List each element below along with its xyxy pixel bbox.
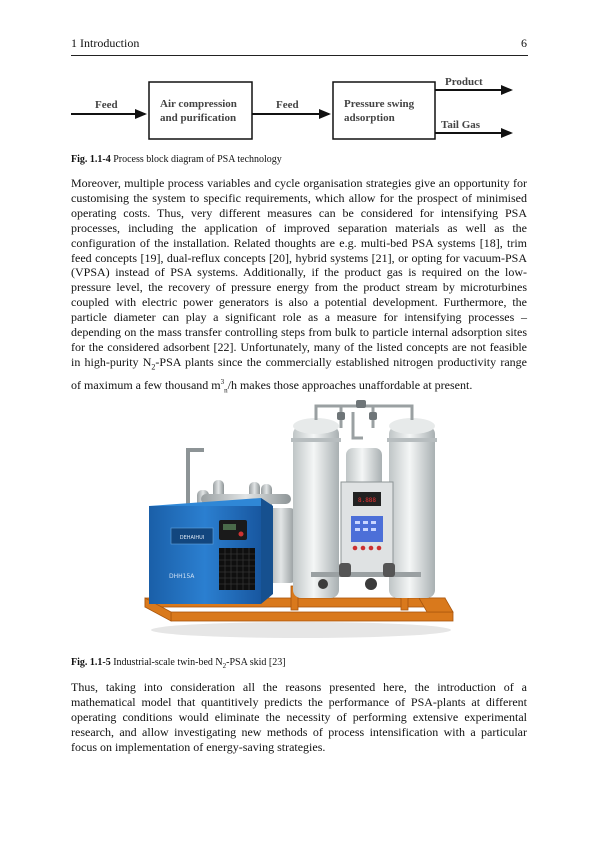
subscript: n bbox=[224, 386, 228, 395]
compressor-model: DHH15A bbox=[169, 573, 195, 580]
paragraph-text: /h makes those approaches unaffordable at present. bbox=[227, 378, 473, 393]
subscript: 2 bbox=[151, 362, 156, 372]
figure-label: Fig. 1.1-5 bbox=[71, 657, 111, 668]
feed-mid-label: Feed bbox=[276, 99, 299, 111]
body-paragraph-1 bbox=[71, 176, 527, 398]
page-header bbox=[71, 36, 527, 56]
air-compressor bbox=[149, 498, 273, 604]
product-label: Product bbox=[445, 76, 483, 88]
figure-caption-1-1-4 bbox=[71, 154, 282, 165]
panel-display: 8.888 bbox=[357, 497, 377, 504]
figure-label: Fig. 1.1-4 bbox=[71, 154, 111, 165]
chapter-title: 1 Introduction bbox=[71, 36, 140, 50]
paragraph-text: Moreover, multiple process variables and cycle organisation strategies give an opportunity for customising the system to specific requirements, which allow for the prospect of minimised operating costs. Thus, very different measures can be considered for intensifying PSA processes, including the application of improved separation materials as well as the configuration of the installation. Related thoughts are e.g. multi-bed PSA systems [18], trim feed concepts [19], dual-reflux concepts [20], hybrid systems [21], or opting for vacuum-PSA (VPSA) instead of PSA systems. Additionally, if the product gas is required on the low-pressure level, the recovery of pressure energy from the product stream by microturbines coupled with electric power generators is also a potential development. Furthermore, the particle diameter can play a significant role as a measure for intensifying processes – depending on the mass transfer controlling steps from bulk to particle internal adsorption sites for the considered adsorbent [22]. Unfortunately, many of the listed concepts are not feasible in high-purity N bbox=[71, 176, 527, 369]
adsorber-vessel-left bbox=[291, 418, 341, 598]
page-number: 6 bbox=[521, 36, 527, 50]
process-block-diagram bbox=[71, 70, 531, 150]
figure-caption-1-1-5 bbox=[71, 657, 286, 670]
air-compression-block bbox=[149, 82, 252, 139]
superscript: 3 bbox=[220, 378, 225, 387]
air-compression-label-2: and purification bbox=[160, 112, 237, 124]
header-rule bbox=[71, 55, 528, 56]
figure-caption-text: -PSA skid [23] bbox=[226, 657, 286, 668]
body-paragraph-2: Thus, taking into consideration all the reasons presented here, the introduction of a mathematical model that quantitively predicts the performance of PSA-plants at different operating conditions would eliminate the necessity of performing extensive experimental research, and allow investigating new methods of process intensification with a particular focus on implementation of energy-saving strategies. bbox=[71, 680, 527, 754]
figure-caption-text: Process block diagram of PSA technology bbox=[110, 154, 282, 165]
feed-in-label: Feed bbox=[95, 99, 118, 111]
figure-caption-text: Industrial-scale twin-bed N bbox=[110, 657, 223, 668]
psa-label-1: Pressure swing bbox=[344, 98, 415, 110]
paragraph-text: -PSA plants since the commercially established nitrogen productivity range of maximum a few thousand m bbox=[71, 354, 528, 393]
psa-skid-photo bbox=[141, 398, 457, 646]
control-panel bbox=[341, 482, 393, 574]
subscript: 2 bbox=[222, 662, 227, 670]
air-compression-label-1: Air compression bbox=[160, 98, 237, 110]
tail-gas-label: Tail Gas bbox=[441, 119, 481, 131]
psa-label-2: adsorption bbox=[344, 112, 395, 124]
psa-block bbox=[333, 82, 435, 139]
compressor-brand: DEHAIHUI bbox=[179, 535, 205, 541]
